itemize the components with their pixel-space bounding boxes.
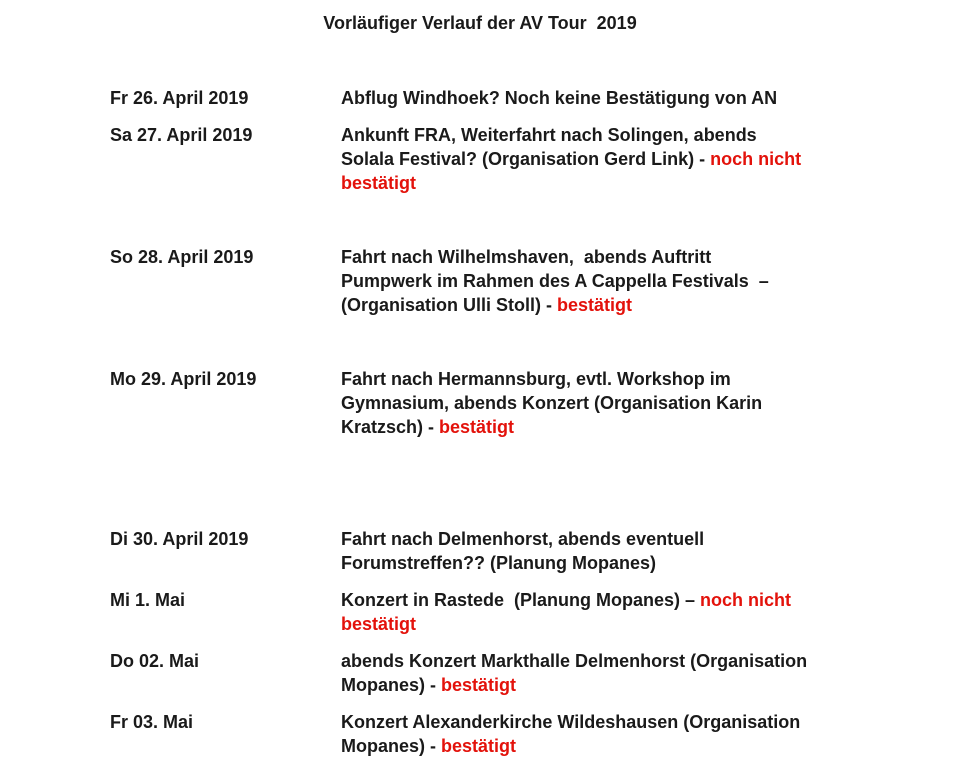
description-line bbox=[341, 649, 901, 673]
description-line bbox=[341, 415, 901, 439]
description-text: Pumpwerk im Rahmen des A Cappella Festivals – bbox=[341, 271, 769, 291]
description-text: Kratzsch) - bbox=[341, 417, 440, 437]
description-line bbox=[341, 123, 901, 147]
document-title: Vorläufiger Verlauf der AV Tour 2019 bbox=[323, 13, 637, 33]
description-line bbox=[341, 293, 901, 317]
entry-date: So 28. April 2019 bbox=[110, 247, 254, 267]
entry-description bbox=[341, 245, 901, 317]
entry-description bbox=[341, 527, 901, 575]
entry-description bbox=[341, 123, 901, 195]
status-text: bestätigt bbox=[341, 173, 417, 193]
description-line bbox=[341, 171, 901, 195]
status-text: noch nicht bbox=[710, 149, 802, 169]
status-text: bestätigt bbox=[439, 417, 515, 437]
entry-date: Fr 26. April 2019 bbox=[110, 88, 249, 108]
description-text: Ankunft FRA, Weiterfahrt nach Solingen, abends bbox=[341, 125, 757, 145]
entry-description bbox=[341, 710, 901, 758]
description-text: Mopanes) - bbox=[341, 675, 442, 695]
description-text: Forumstreffen?? (Planung Mopanes) bbox=[341, 553, 656, 573]
description-line bbox=[341, 147, 901, 171]
description-line bbox=[341, 673, 901, 697]
entry-date: Do 02. Mai bbox=[110, 651, 200, 671]
status-text: bestätigt bbox=[441, 675, 517, 695]
entry-date: Fr 03. Mai bbox=[110, 712, 194, 732]
status-text: bestätigt bbox=[441, 736, 517, 756]
entry-date: Mi 1. Mai bbox=[110, 590, 186, 610]
description-text: Mopanes) - bbox=[341, 736, 442, 756]
description-line bbox=[341, 391, 901, 415]
entry-description bbox=[341, 86, 901, 110]
description-line bbox=[341, 269, 901, 293]
entry-date: Mo 29. April 2019 bbox=[110, 369, 257, 389]
description-line bbox=[341, 588, 901, 612]
entry-date: Di 30. April 2019 bbox=[110, 529, 249, 549]
description-text: Solala Festival? (Organisation Gerd Link) - bbox=[341, 149, 711, 169]
description-text: Konzert in Rastede (Planung Mopanes) – bbox=[341, 590, 701, 610]
description-line bbox=[341, 710, 901, 734]
description-line bbox=[341, 527, 901, 551]
description-text: Abflug Windhoek? Noch keine Bestätigung von AN bbox=[341, 88, 778, 108]
description-line bbox=[341, 612, 901, 636]
entry-date: Sa 27. April 2019 bbox=[110, 125, 253, 145]
entry-description bbox=[341, 367, 901, 439]
description-text: Fahrt nach Delmenhorst, abends eventuell bbox=[341, 529, 705, 549]
entry-description bbox=[341, 588, 901, 636]
status-text: noch nicht bbox=[700, 590, 792, 610]
description-text: Fahrt nach Wilhelmshaven, abends Auftritt bbox=[341, 247, 712, 267]
description-line bbox=[341, 551, 901, 575]
description-line bbox=[341, 734, 901, 758]
status-text: bestätigt bbox=[341, 614, 417, 634]
description-line bbox=[341, 86, 901, 110]
description-line bbox=[341, 245, 901, 269]
description-text: Fahrt nach Hermannsburg, evtl. Workshop im bbox=[341, 369, 731, 389]
description-text: abends Konzert Markthalle Delmenhorst (Organisation bbox=[341, 651, 808, 671]
entry-description bbox=[341, 649, 901, 697]
description-text: (Organisation Ulli Stoll) - bbox=[341, 295, 557, 315]
description-line bbox=[341, 367, 901, 391]
description-text: Konzert Alexanderkirche Wildeshausen (Organisation bbox=[341, 712, 801, 732]
status-text: bestätigt bbox=[557, 295, 633, 315]
description-text: Gymnasium, abends Konzert (Organisation Karin bbox=[341, 393, 763, 413]
